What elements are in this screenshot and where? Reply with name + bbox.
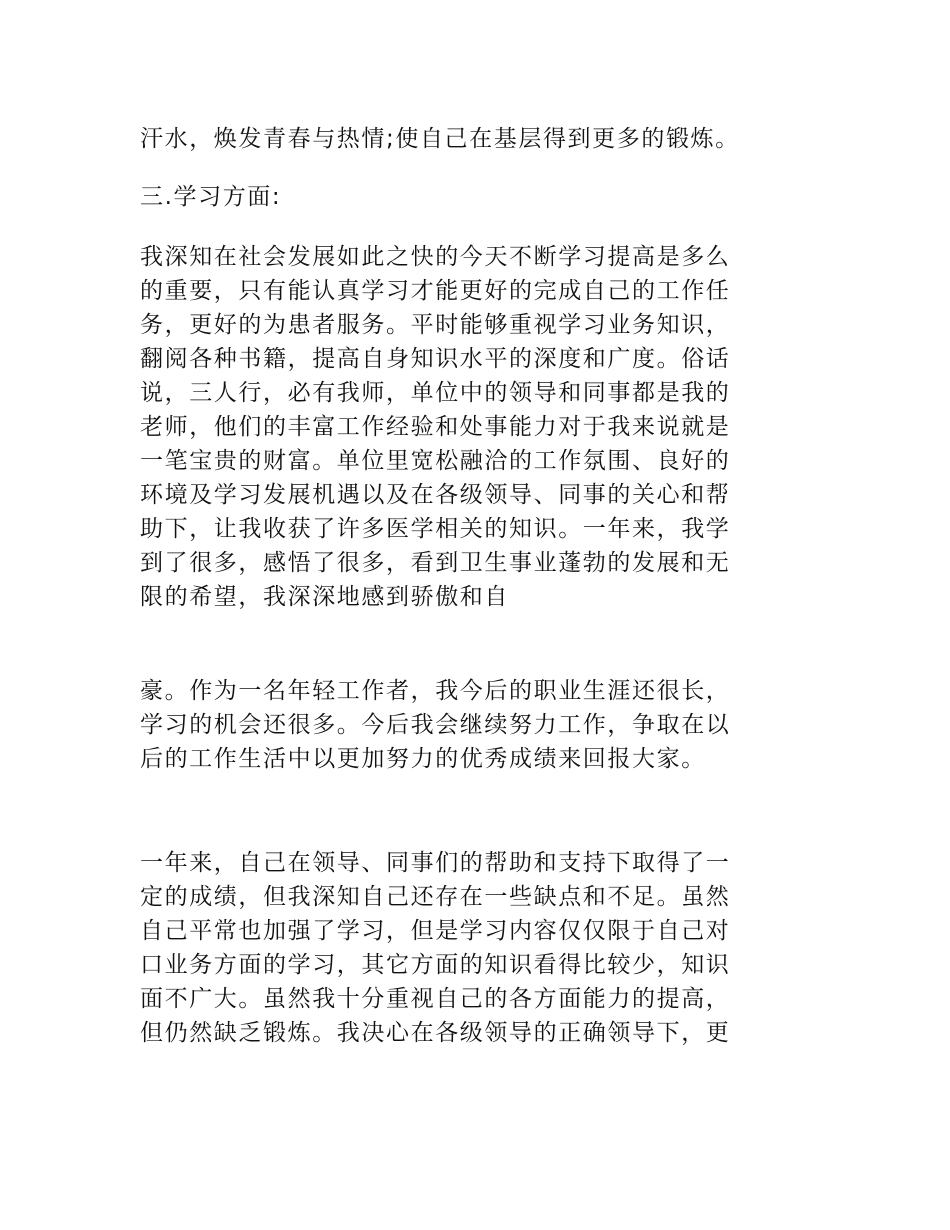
text-line: 汗水，焕发青春与热情;使自己在基层得到更多的锻炼。: [140, 126, 740, 152]
text-line: 口业务方面的学习，其它方面的知识看得比较少，知识: [140, 952, 731, 978]
text-line: 我深知在社会发展如此之快的今天不断学习提高是多么: [140, 244, 731, 270]
text-line: 学习的机会还很多。今后我会继续努力工作，争取在以: [140, 712, 731, 738]
paragraph-shortcomings: [140, 846, 790, 1050]
text-line: 三.学习方面:: [140, 184, 282, 210]
text-line: 定的成绩，但我深知自己还存在一些缺点和不足。虽然: [140, 884, 731, 910]
text-line: 翻阅各种书籍，提高自身知识水平的深度和广度。俗话: [140, 346, 731, 372]
paragraph-career: [140, 674, 790, 776]
text-line: 自己平常也加强了学习，但是学习内容仅仅限于自己对: [140, 918, 731, 944]
text-line: 豪。作为一名年轻工作者，我今后的职业生涯还很长，: [140, 678, 731, 704]
text-line: 老师，他们的丰富工作经验和处事能力对于我来说就是: [140, 414, 731, 440]
text-line: 的重要，只有能认真学习才能更好的完成自己的工作任: [140, 278, 731, 304]
text-line: 说，三人行，必有我师，单位中的领导和同事都是我的: [140, 380, 731, 406]
text-line: 环境及学习发展机遇以及在各级领导、同事的关心和帮: [140, 482, 731, 508]
text-line: 到了很多，感悟了很多，看到卫生事业蓬勃的发展和无: [140, 550, 731, 576]
text-line: 限的希望，我深深地感到骄傲和自: [140, 584, 509, 610]
paragraph-1: [140, 122, 790, 156]
text-line: 后的工作生活中以更加努力的优秀成绩来回报大家。: [140, 746, 706, 772]
section-heading-study: [140, 180, 790, 214]
text-line: 但仍然缺乏锻炼。我决心在各级领导的正确领导下，更: [140, 1020, 731, 1046]
text-line: 一年来，自己在领导、同事们的帮助和支持下取得了一: [140, 850, 731, 876]
text-line: 务，更好的为患者服务。平时能够重视学习业务知识，: [140, 312, 731, 338]
text-line: 面不广大。虽然我十分重视自己的各方面能力的提高，: [140, 986, 731, 1012]
text-line: 助下，让我收获了许多医学相关的知识。一年来，我学: [140, 516, 731, 542]
paragraph-study: [140, 240, 790, 614]
text-line: 一笔宝贵的财富。单位里宽松融洽的工作氛围、良好的: [140, 448, 731, 474]
